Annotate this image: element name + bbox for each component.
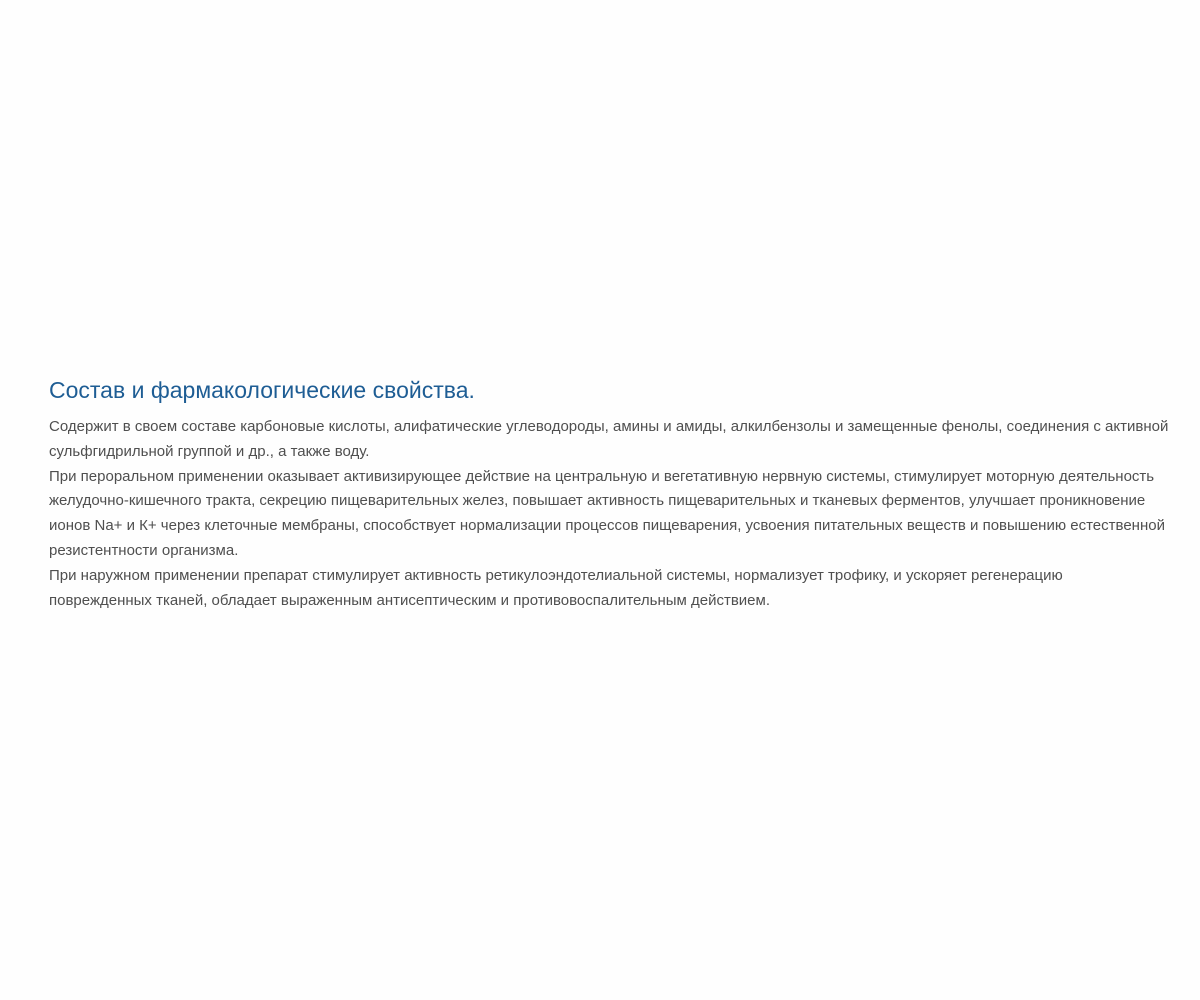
composition-section — [49, 374, 1169, 613]
oral-use-paragraph: При пероральном применении оказывает активизирующее действие на центральную и вегетативную нервную системы, стимулирует моторную деятельность желудочно-кишечного тракта, секрецию пищеварительных желез, повышает активность пищеварительных и тканевых ферментов, улучшает проникновение ионов Na+ и К+ через клеточные мембраны, способствует нормализации процессов пищеварения, усвоения питательных веществ и повышению естественной резистентности организма. — [49, 467, 1165, 559]
external-use-paragraph: При наружном применении препарат стимулирует активность ретикулоэндотелиальной системы, нормализует трофику, и ускоряет регенерацию поврежденных тканей, обладает выраженным антисептическим и противовоспалительным действием. — [49, 566, 1063, 609]
section-heading: Состав и фармакологические свойства. — [49, 377, 475, 403]
composition-paragraph: Содержит в своем составе карбоновые кислоты, алифатические углеводороды, амины и амиды, алкилбензолы и замещенные фенолы, соединения с активной сульфгидрильной группой и др., а также воду. — [49, 418, 1169, 460]
